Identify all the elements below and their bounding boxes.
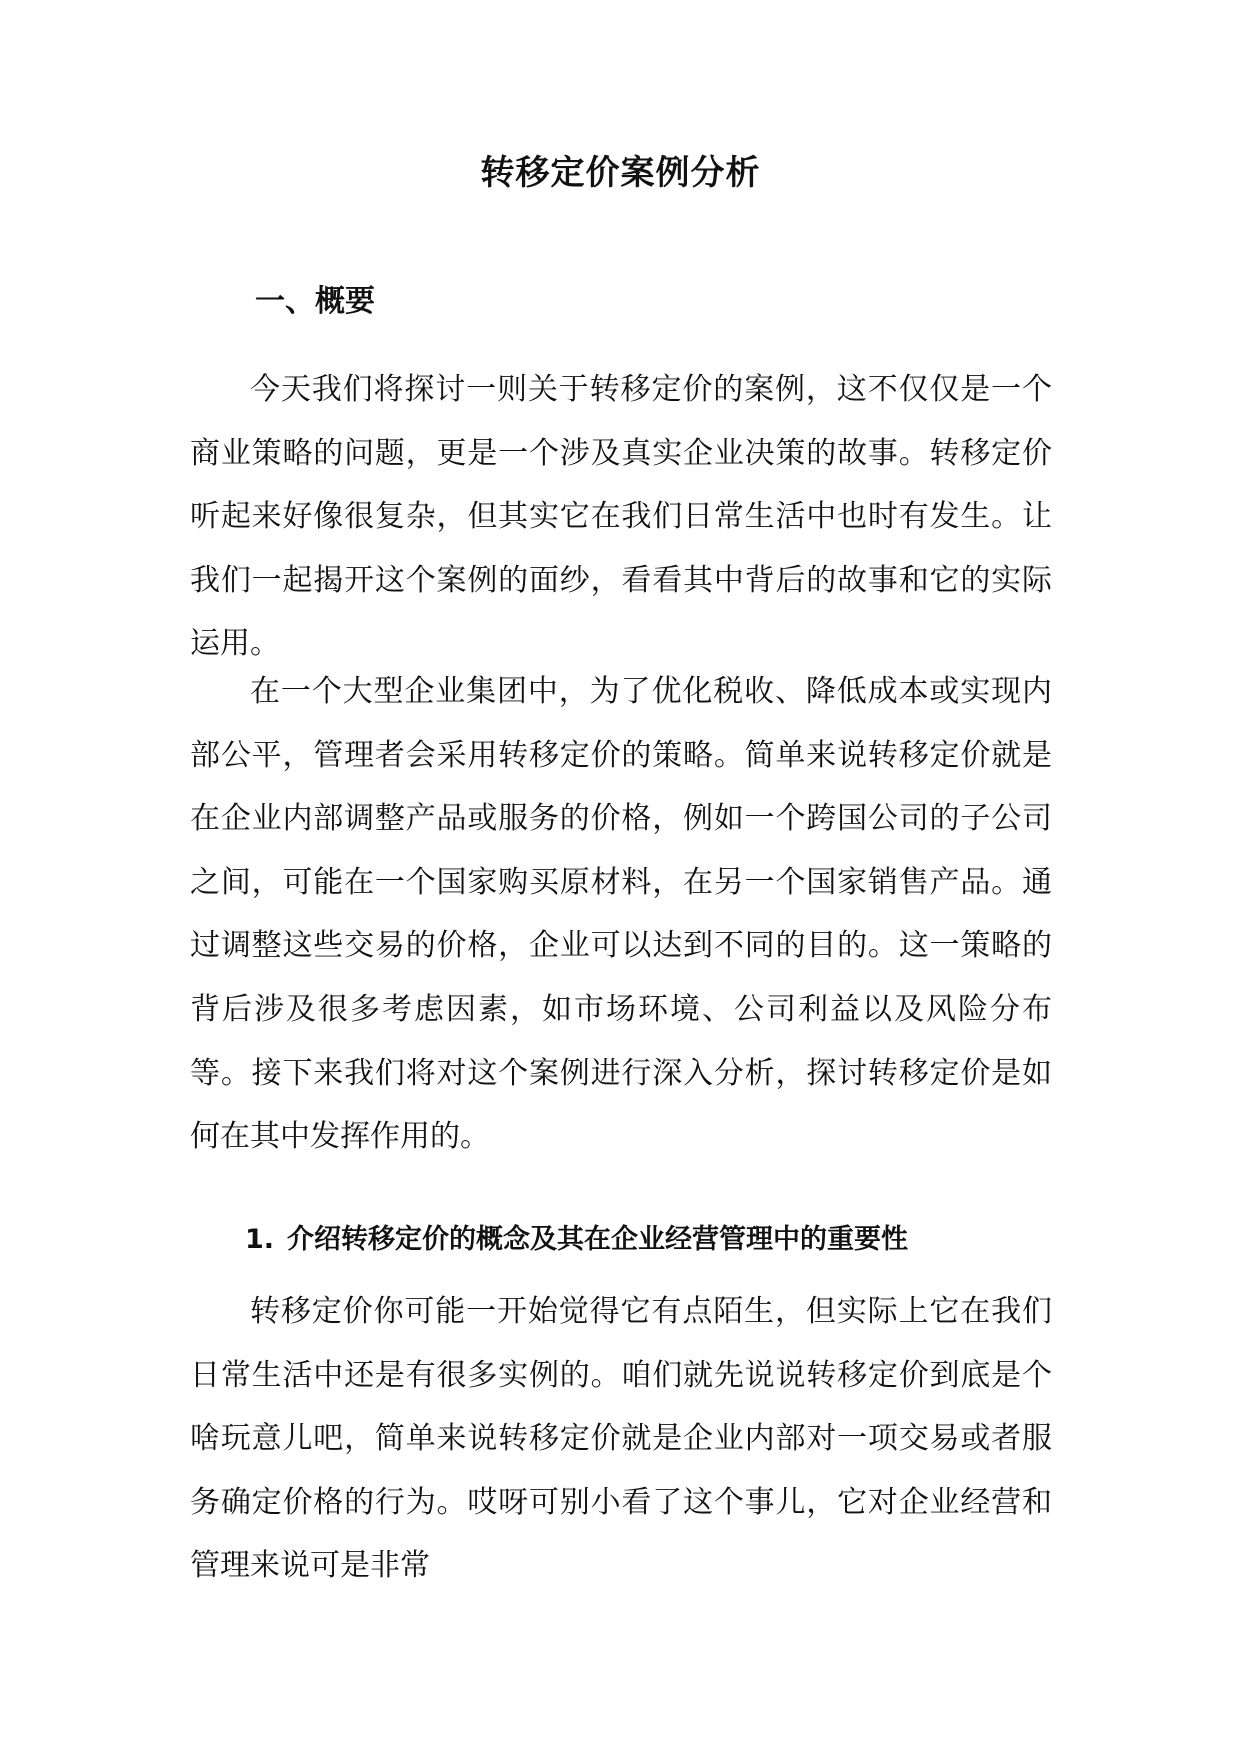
document-title: 转移定价案例分析 [480, 153, 761, 193]
paragraph: 今天我们将探讨一则关于转移定价的案例，这不仅仅是一个商业策略的问题，更是一个涉及真实企业决策的故事。转移定价听起来好像很复杂，但其实它在我们日常生活中也时有发生。让我们一起揭开这个案例的面纱，看看其中背后的故事和它的实际运用。 [190, 372, 1052, 662]
paragraph: 在一个大型企业集团中，为了优化税收、降低成本或实现内部公平，管理者会采用转移定价的策略。简单来说转移定价就是在企业内部调整产品或服务的价格，例如一个跨国公司的子公司之间，可能在一个国家购买原材料，在另一个国家销售产品。通过调整这些交易的价格，企业可以达到不同的目的。这一策略的背后涉及很多考虑因素，如市场环境、公司利益以及风险分布等。接下来我们将对这个案例进行深入分析，探讨转移定价是如何在其中发挥作用的。 [190, 674, 1052, 1155]
paragraph: 转移定价你可能一开始觉得它有点陌生，但实际上它在我们日常生活中还是有很多实例的。咱们就先说说转移定价到底是个啥玩意儿吧，简单来说转移定价就是企业内部对一项交易或者服务确定价格的行为。哎呀可别小看了这个事儿，它对企业经营和管理来说可是非常 [190, 1294, 1052, 1584]
subsection-number: 1. [245, 1224, 275, 1255]
section-heading: 一、概要 [255, 284, 375, 319]
subsection-heading [245, 1220, 908, 1260]
subsection-title: 介绍转移定价的概念及其在企业经营管理中的重要性 [287, 1224, 908, 1255]
